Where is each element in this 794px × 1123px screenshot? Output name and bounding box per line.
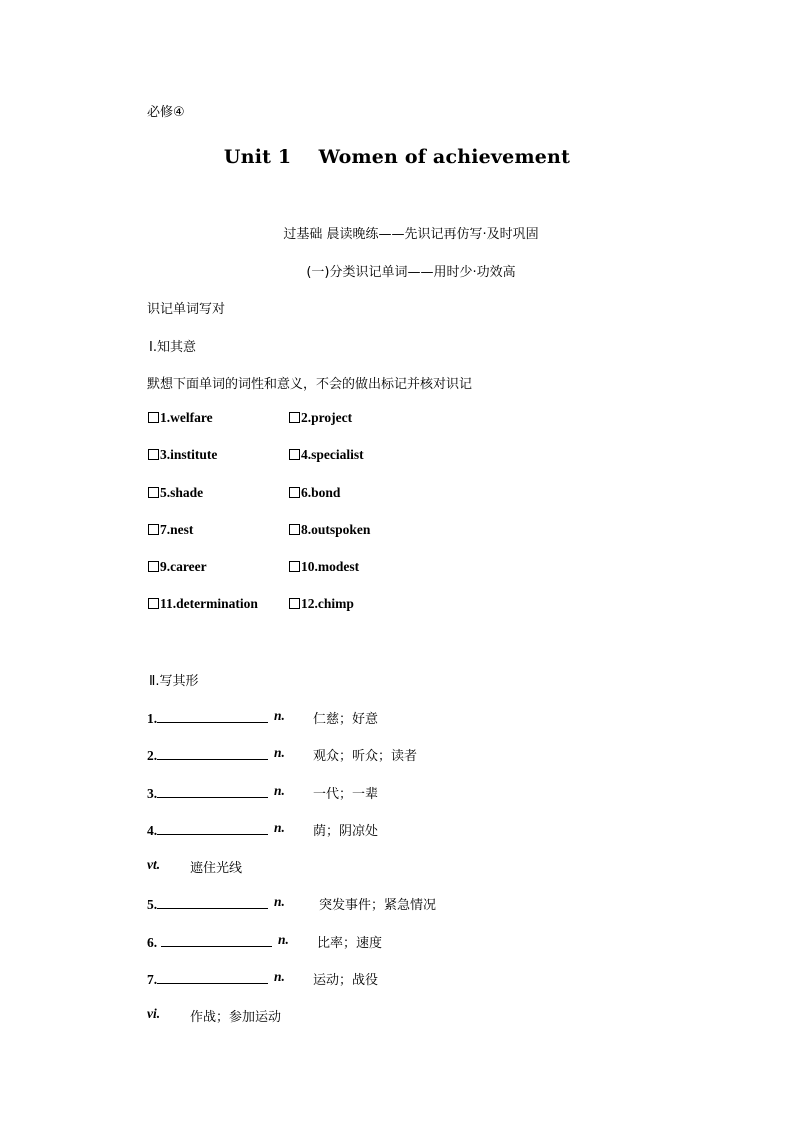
answer-blank[interactable] <box>161 935 272 947</box>
checkbox-icon[interactable] <box>289 449 300 460</box>
word-item[interactable]: 7.nest <box>148 522 193 538</box>
meaning: 观众；听众；读者 <box>313 749 418 764</box>
section-heading: 识记单词写对 <box>147 302 226 317</box>
book-label: 必修④ <box>147 105 185 120</box>
meaning: 遮住光线 <box>190 861 243 876</box>
checkbox-icon[interactable] <box>289 561 300 572</box>
subtitle-practice: 过基础 晨读晚练——先识记再仿写·及时巩固 <box>283 227 539 242</box>
fill-item: 6. <box>147 932 272 951</box>
answer-blank[interactable] <box>157 897 268 909</box>
word-item[interactable]: 4.specialist <box>289 447 364 463</box>
checkbox-icon[interactable] <box>289 524 300 535</box>
meaning: 荫；阴凉处 <box>313 824 379 839</box>
checkbox-icon[interactable] <box>148 561 159 572</box>
checkbox-icon[interactable] <box>289 487 300 498</box>
checkbox-icon[interactable] <box>148 524 159 535</box>
checkbox-icon[interactable] <box>148 449 159 460</box>
part-of-speech: n. <box>274 783 285 798</box>
answer-blank[interactable] <box>157 823 268 835</box>
meaning: 比率；速度 <box>317 936 383 951</box>
subtitle-vocab: (一)分类识记单词——用时少·功效高 <box>306 265 516 280</box>
part-of-speech: vt. <box>147 857 161 872</box>
fill-item: 5. <box>147 894 268 913</box>
word-item[interactable]: 9.career <box>148 559 207 575</box>
word-item[interactable]: 5.shade <box>148 485 203 501</box>
part-of-speech: n. <box>274 708 285 723</box>
part-of-speech: n. <box>274 820 285 835</box>
word-item[interactable]: 8.outspoken <box>289 522 370 538</box>
checkbox-icon[interactable] <box>148 412 159 423</box>
meaning: 突发事件；紧急情况 <box>319 898 437 913</box>
part-of-speech: n. <box>274 969 285 984</box>
part-of-speech: n. <box>274 894 285 909</box>
checkbox-icon[interactable] <box>148 487 159 498</box>
part-of-speech: n. <box>278 932 289 947</box>
answer-blank[interactable] <box>157 748 268 760</box>
word-item[interactable]: 12.chimp <box>289 596 354 612</box>
meaning: 运动；战役 <box>313 973 379 988</box>
part1-heading: Ⅰ.知其意 <box>149 340 196 355</box>
word-item[interactable]: 1.welfare <box>148 410 213 426</box>
word-item[interactable]: 3.institute <box>148 447 217 463</box>
fill-item: 7. <box>147 969 268 988</box>
word-item[interactable]: 11.determination <box>148 596 258 612</box>
fill-item: 4. <box>147 820 268 839</box>
checkbox-icon[interactable] <box>289 598 300 609</box>
answer-blank[interactable] <box>157 711 268 723</box>
checkbox-icon[interactable] <box>148 598 159 609</box>
part-of-speech: n. <box>274 745 285 760</box>
meaning: 仁慈；好意 <box>313 712 379 727</box>
meaning: 作战；参加运动 <box>190 1010 282 1025</box>
fill-item: 2. <box>147 745 268 764</box>
word-item[interactable]: 6.bond <box>289 485 340 501</box>
page-title: Unit 1 Women of achievement <box>223 146 571 168</box>
meaning: 一代；一辈 <box>313 787 379 802</box>
answer-blank[interactable] <box>157 972 268 984</box>
part1-instruction: 默想下面单词的词性和意义，不会的做出标记并核对识记 <box>147 377 473 392</box>
answer-blank[interactable] <box>157 786 268 798</box>
fill-item: 1. <box>147 708 268 727</box>
word-item[interactable]: 2.project <box>289 410 352 426</box>
checkbox-icon[interactable] <box>289 412 300 423</box>
part-of-speech: vi. <box>147 1006 161 1021</box>
fill-item: 3. <box>147 783 268 802</box>
word-item[interactable]: 10.modest <box>289 559 359 575</box>
part2-heading: Ⅱ.写其形 <box>149 674 199 689</box>
